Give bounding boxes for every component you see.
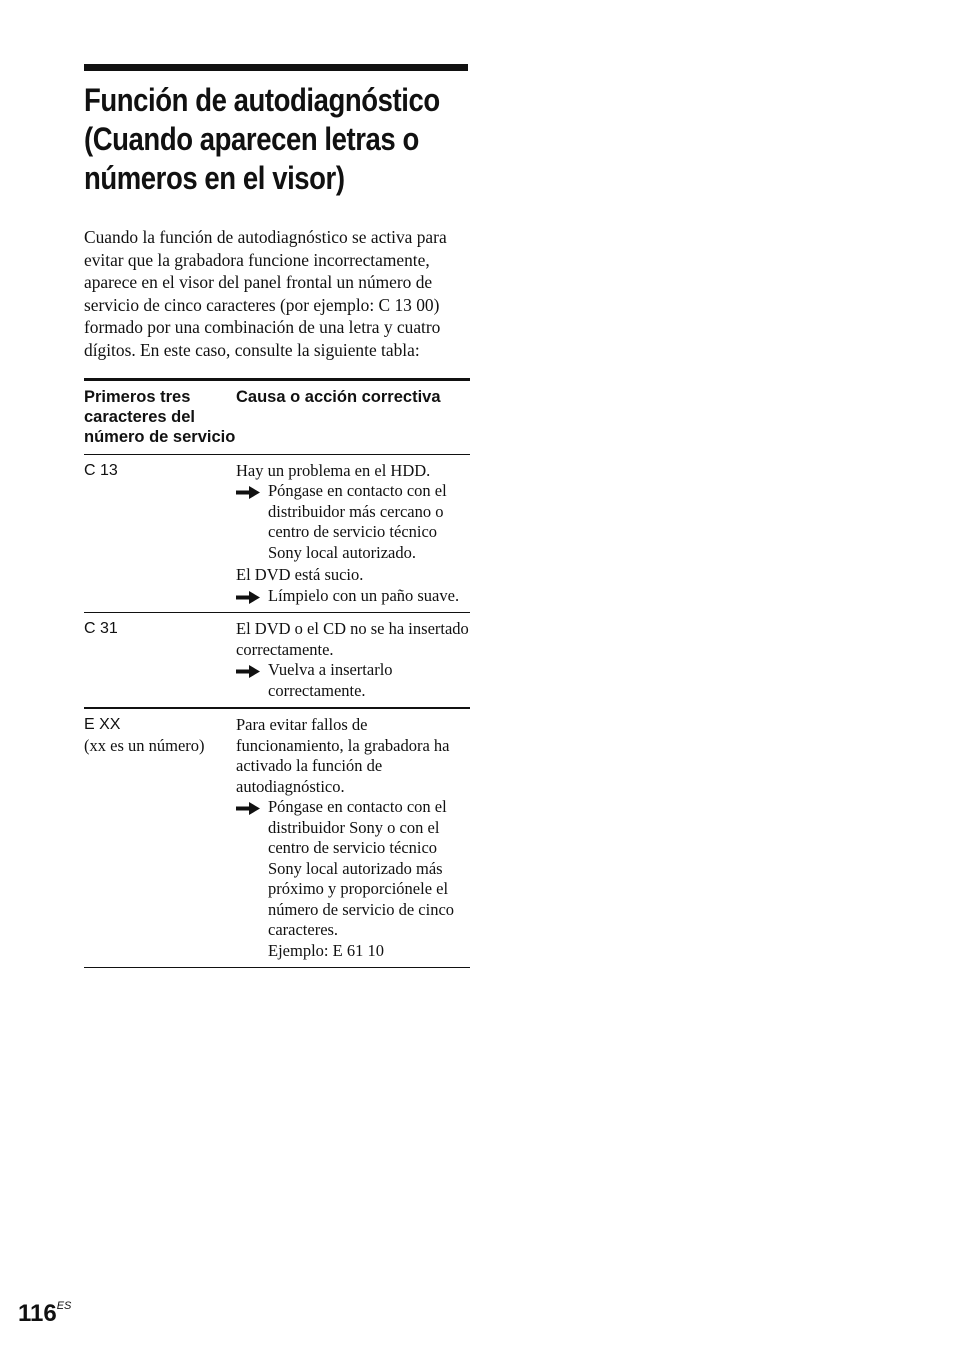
table-header-row	[84, 379, 470, 454]
right-arrow-icon	[236, 481, 268, 563]
code-cell	[84, 454, 236, 613]
example-text: Ejemplo: E 61 10	[268, 940, 384, 960]
action-text: Límpielo con un paño suave.	[268, 585, 460, 605]
right-arrow-icon	[236, 586, 268, 607]
action-item	[236, 660, 470, 701]
cause-text: Para evitar fallos de funcionamiento, la grabadora ha activado la función de autodiagnóstico.	[236, 715, 450, 796]
service-code-table	[84, 378, 470, 969]
action-text: Vuelva a insertarlo correctamente.	[268, 660, 393, 700]
cause-cell	[236, 613, 470, 709]
code-note: (xx es un número)	[84, 735, 205, 755]
page-number	[18, 1300, 71, 1328]
code-cell	[84, 613, 236, 709]
table-row	[84, 613, 470, 709]
service-code: C 13	[84, 461, 118, 479]
page-number-value: 116	[18, 1300, 57, 1327]
cause-cell	[236, 708, 470, 968]
action-text-body: Póngase en contacto con el distribuidor Sony o con el centro de servicio técnico Sony local autorizado más próximo y proporciónele el número de servicio de cinco caracteres.	[268, 797, 455, 940]
header-cause: Causa o acción correctiva	[236, 387, 441, 406]
page-title: Función de autodiagnóstico (Cuando aparecen letras o números en el visor)	[84, 82, 440, 196]
table-row	[84, 708, 470, 968]
header-code: Primeros tres caracteres del número de servicio	[84, 387, 236, 447]
content-column	[84, 64, 470, 968]
right-arrow-icon	[236, 660, 268, 701]
right-arrow-icon	[236, 797, 268, 961]
page-language-suffix: ES	[56, 1300, 72, 1312]
cause-text: El DVD está sucio.	[236, 565, 364, 585]
action-item	[236, 797, 470, 961]
action-text: Póngase en contacto con el distribuidor más cercano o centro de servicio técnico Sony local autorizado.	[268, 481, 447, 562]
cause-cell	[236, 454, 470, 613]
action-item	[236, 481, 470, 563]
service-code: E XX	[84, 716, 121, 734]
action-text	[268, 797, 470, 961]
service-code: C 31	[84, 620, 118, 638]
cause-text: El DVD o el CD no se ha insertado correctamente.	[236, 619, 469, 659]
table-row	[84, 454, 470, 613]
code-cell	[84, 708, 236, 968]
action-item	[236, 586, 470, 607]
intro-paragraph: Cuando la función de autodiagnóstico se activa para evitar que la grabadora funcione incorrectamente, aparece en el visor del panel frontal un número de servicio de cinco caracteres (por ejemplo: C 13 00) formado por una combinación de una letra y cuatro dígitos. En este caso, consulte la siguiente tabla:	[84, 227, 447, 360]
title-rule	[84, 64, 468, 71]
cause-text: Hay un problema en el HDD.	[236, 460, 431, 480]
